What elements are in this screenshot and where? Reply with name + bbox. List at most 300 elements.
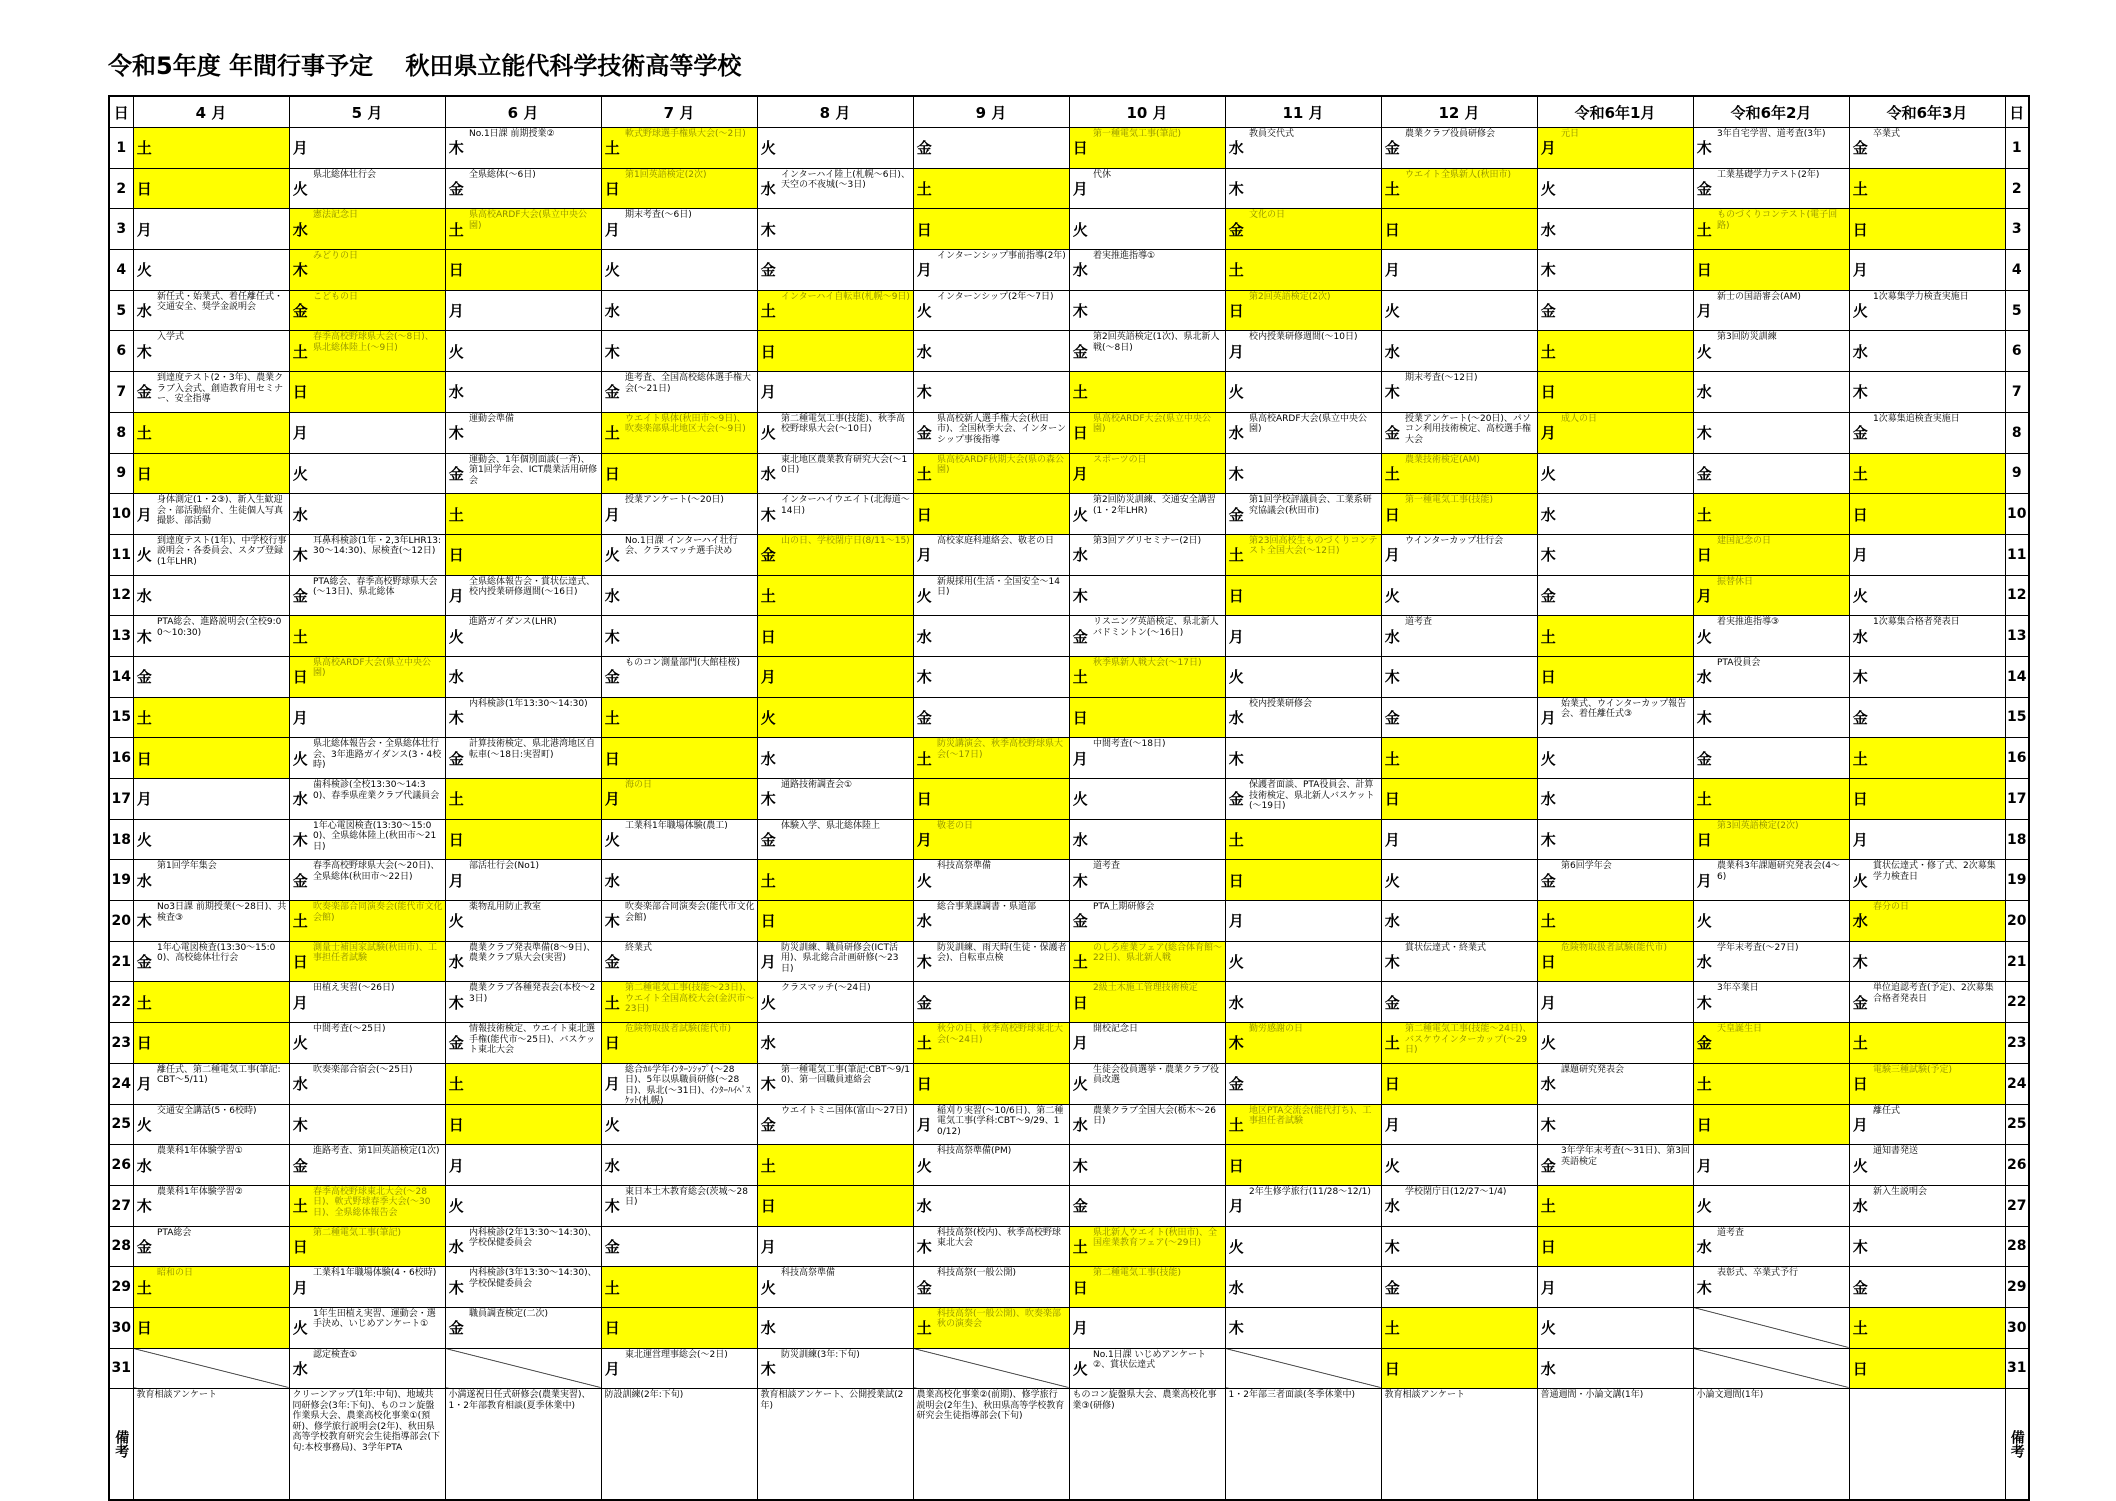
- weekday-cell: 水: [289, 1063, 311, 1104]
- weekday-cell: 木: [913, 656, 935, 697]
- event-cell: [155, 656, 289, 697]
- event-cell: [311, 819, 445, 860]
- event-cell: [311, 1307, 445, 1348]
- remarks-row: [109, 1389, 2029, 1501]
- weekday-cell: 水: [601, 290, 623, 331]
- event-cell: [1247, 941, 1381, 982]
- event-cell: [1715, 779, 1849, 820]
- event-cell: [779, 1267, 913, 1308]
- event-cell: [1871, 901, 2005, 942]
- event-cell: [1091, 1023, 1225, 1064]
- event-cell: [623, 575, 757, 616]
- event-text: 進考査、全国高校総体選手権大会(～21日): [625, 373, 752, 394]
- weekday-cell: 金: [913, 697, 935, 738]
- event-text: 通知書発送: [1873, 1146, 1919, 1157]
- weekday-cell: 金: [1225, 1063, 1247, 1104]
- weekday-cell: 木: [757, 1348, 779, 1389]
- event-cell: [1091, 168, 1225, 209]
- event-cell: [623, 128, 757, 169]
- weekday-cell: 日: [601, 453, 623, 494]
- event-cell: [1247, 982, 1381, 1023]
- no-day-cell: [1693, 1307, 1849, 1348]
- event-text: 稲刈り実習(～10/6日)、第二種電気工事(学科:CBT～9/29、10/12): [937, 1105, 1064, 1137]
- event-text: 運動会準備: [469, 413, 515, 424]
- event-text: 工業科1年職場体験(4・6校時): [313, 1268, 437, 1279]
- weekday-cell: 木: [1849, 372, 1871, 413]
- event-text: 校内授業研修会: [1249, 698, 1313, 709]
- event-cell: [1559, 616, 1693, 657]
- event-cell: [623, 1104, 757, 1145]
- event-text: 県高校新人選手権大会(秋田市)、全国秋季大会、インターンシップ事後指導: [937, 413, 1066, 445]
- weekday-cell: 金: [1381, 1267, 1403, 1308]
- event-cell: [1403, 616, 1537, 657]
- weekday-cell: 水: [1225, 697, 1247, 738]
- event-cell: [623, 860, 757, 901]
- weekday-cell: 土: [1537, 331, 1559, 372]
- event-cell: [1559, 412, 1693, 453]
- weekday-cell: 日: [1069, 128, 1091, 169]
- weekday-cell: 金: [133, 941, 155, 982]
- event-cell: [1091, 901, 1225, 942]
- event-text: 開校記念日: [1093, 1024, 1139, 1035]
- event-cell: [1715, 901, 1849, 942]
- event-text: PTA総会: [157, 1227, 192, 1238]
- day-row: [109, 1145, 2029, 1186]
- month-header-row: [109, 96, 2029, 128]
- day-number: 21: [109, 941, 133, 982]
- event-cell: [1559, 656, 1693, 697]
- event-cell: [155, 779, 289, 820]
- event-cell: [1403, 1267, 1537, 1308]
- weekday-cell: 金: [913, 128, 935, 169]
- weekday-cell: 月: [1381, 250, 1403, 291]
- day-number: 13: [2005, 616, 2029, 657]
- weekday-cell: 日: [133, 1023, 155, 1064]
- event-cell: [1091, 616, 1225, 657]
- event-cell: [311, 1267, 445, 1308]
- event-text: 吹奏楽部合宿会(～25日): [313, 1064, 413, 1075]
- weekday-cell: 金: [601, 1226, 623, 1267]
- event-cell: [779, 575, 913, 616]
- weekday-cell: 火: [133, 250, 155, 291]
- day-number: 25: [2005, 1104, 2029, 1145]
- annual-calendar-table: [108, 95, 2030, 1501]
- event-cell: [779, 250, 913, 291]
- event-cell: [311, 656, 445, 697]
- event-text: 第3回英語検定(2次): [1717, 820, 1799, 831]
- weekday-cell: 水: [133, 860, 155, 901]
- event-cell: [1247, 1307, 1381, 1348]
- event-cell: [311, 1226, 445, 1267]
- event-text: インターハイウエイト(北海道～14日): [781, 495, 910, 516]
- weekday-cell: 金: [1381, 128, 1403, 169]
- weekday-cell: 金: [1849, 982, 1871, 1023]
- weekday-cell: 木: [1225, 1023, 1247, 1064]
- weekday-cell: 火: [1225, 656, 1247, 697]
- weekday-cell: 日: [757, 901, 779, 942]
- event-text: 成人の日: [1561, 413, 1598, 424]
- event-cell: [779, 453, 913, 494]
- weekday-cell: 金: [1069, 616, 1091, 657]
- event-text: ものコン測量部門(大館桂桜): [625, 657, 741, 668]
- day-number: 8: [2005, 412, 2029, 453]
- event-cell: [1091, 494, 1225, 535]
- weekday-cell: 木: [1537, 534, 1559, 575]
- event-cell: [1091, 1307, 1225, 1348]
- event-text: 運動会、1年個別面談(一斉)、第1回学年会、ICT農業活用研修会: [469, 454, 598, 486]
- event-cell: [467, 1145, 601, 1186]
- weekday-cell: 金: [289, 1145, 311, 1186]
- day-row: [109, 494, 2029, 535]
- weekday-cell: 日: [1381, 779, 1403, 820]
- event-cell: [1871, 1063, 2005, 1104]
- event-cell: [155, 453, 289, 494]
- event-text: 科技高祭準備: [937, 861, 992, 872]
- weekday-cell: 日: [601, 1023, 623, 1064]
- weekday-cell: 水: [913, 901, 935, 942]
- weekday-cell: 月: [1537, 412, 1559, 453]
- weekday-cell: 土: [1069, 372, 1091, 413]
- event-text: 第23回高校生ものづくりコンテスト全国大会(～12日): [1249, 535, 1378, 557]
- event-cell: [1715, 494, 1849, 535]
- day-number: 29: [2005, 1267, 2029, 1308]
- event-cell: [311, 1023, 445, 1064]
- event-cell: [779, 1145, 913, 1186]
- event-cell: [1091, 209, 1225, 250]
- event-cell: [467, 168, 601, 209]
- event-text: 期末考査(～6日): [625, 210, 692, 221]
- event-text: 地区PTA交流会(能代打ち)、工事担任者試験: [1249, 1105, 1372, 1126]
- event-cell: [1559, 1063, 1693, 1104]
- weekday-cell: 日: [1225, 290, 1247, 331]
- remarks-cell: 農業高校化事業②(前期)、修学旅行説明会(2年生)、秋田県高等学校教育研究会生徒指導部会(下旬): [913, 1389, 1069, 1501]
- event-text: 第二種電気工事(筆記): [313, 1227, 402, 1238]
- event-cell: [935, 819, 1069, 860]
- weekday-cell: 日: [1069, 1267, 1091, 1308]
- weekday-cell: 土: [1381, 1023, 1403, 1064]
- weekday-cell: 水: [133, 1145, 155, 1186]
- day-number: 4: [2005, 250, 2029, 291]
- month-header: 令和6年2月: [1693, 96, 1849, 128]
- event-cell: [1715, 1145, 1849, 1186]
- event-cell: [1559, 1267, 1693, 1308]
- weekday-cell: 土: [1849, 168, 1871, 209]
- weekday-cell: 金: [1537, 575, 1559, 616]
- day-number: 15: [2005, 697, 2029, 738]
- event-cell: [1715, 1063, 1849, 1104]
- weekday-cell: 土: [601, 412, 623, 453]
- event-cell: [779, 1023, 913, 1064]
- event-cell: [623, 250, 757, 291]
- event-cell: [1247, 779, 1381, 820]
- day-number: 19: [2005, 860, 2029, 901]
- event-text: 校内授業研修週間(～10日): [1249, 332, 1358, 343]
- event-cell: [1403, 697, 1537, 738]
- event-text: 新規採用(生活・全国安全～14日): [937, 576, 1060, 598]
- weekday-cell: 木: [289, 819, 311, 860]
- event-cell: [1559, 331, 1693, 372]
- day-row: [109, 575, 2029, 616]
- day-row: [109, 1023, 2029, 1064]
- weekday-cell: 火: [1069, 779, 1091, 820]
- day-number: 30: [2005, 1307, 2029, 1348]
- weekday-cell: 火: [1537, 168, 1559, 209]
- day-number: 31: [109, 1348, 133, 1389]
- event-cell: [1715, 575, 1849, 616]
- event-text: 勤労感謝の日: [1249, 1024, 1304, 1035]
- event-text: 建国記念の日: [1717, 535, 1772, 546]
- event-cell: [1559, 1185, 1693, 1226]
- weekday-cell: 火: [1693, 616, 1715, 657]
- event-cell: [1871, 372, 2005, 413]
- event-cell: [155, 941, 289, 982]
- weekday-cell: 水: [1537, 494, 1559, 535]
- weekday-cell: 木: [601, 331, 623, 372]
- weekday-cell: 日: [913, 1063, 935, 1104]
- event-cell: [623, 453, 757, 494]
- weekday-cell: 火: [601, 534, 623, 575]
- weekday-cell: 木: [1381, 941, 1403, 982]
- weekday-cell: 木: [1381, 372, 1403, 413]
- event-text: 離任式: [1873, 1105, 1901, 1116]
- event-cell: [1403, 1226, 1537, 1267]
- event-text: 農業科3年課題研究発表会(4～6): [1717, 861, 1840, 882]
- event-text: ウインターカップ壮行会: [1405, 535, 1504, 546]
- day-row: [109, 656, 2029, 697]
- event-cell: [311, 901, 445, 942]
- event-cell: [467, 941, 601, 982]
- weekday-cell: 月: [1693, 575, 1715, 616]
- remarks-cell: [1849, 1389, 2005, 1501]
- event-cell: [1559, 697, 1693, 738]
- month-header: 7 月: [601, 96, 757, 128]
- event-cell: [935, 1145, 1069, 1186]
- weekday-cell: 木: [133, 901, 155, 942]
- event-text: No.1日課 インターハイ壮行会、クラスマッチ選手決め: [625, 535, 738, 557]
- weekday-cell: 金: [757, 250, 779, 291]
- event-text: 危険物取扱者試験(能代市): [1561, 942, 1668, 953]
- event-text: 高校家庭科連絡会、敬老の日: [937, 535, 1055, 546]
- event-cell: [467, 819, 601, 860]
- event-text: 中間考査(～25日): [313, 1024, 386, 1035]
- event-text: 軟式野球選手権県大会(～2日): [625, 129, 746, 139]
- event-text: 情報技術検定、ウエイト東北選手権(能代市～25日)、バスケット東北大会: [469, 1024, 596, 1056]
- day-number: 31: [2005, 1348, 2029, 1389]
- event-cell: [779, 128, 913, 169]
- weekday-cell: 日: [1381, 1063, 1403, 1104]
- weekday-cell: 水: [601, 575, 623, 616]
- event-text: みどりの日: [313, 251, 359, 262]
- event-text: リスニング英語検定、県北新人バドミントン(～16日): [1093, 617, 1219, 638]
- weekday-cell: 水: [913, 1185, 935, 1226]
- weekday-cell: 火: [1537, 738, 1559, 779]
- weekday-cell: 水: [1381, 901, 1403, 942]
- event-cell: [155, 372, 289, 413]
- event-cell: [623, 697, 757, 738]
- event-cell: [623, 372, 757, 413]
- event-cell: [1715, 1226, 1849, 1267]
- event-cell: [623, 1145, 757, 1186]
- weekday-cell: 水: [1225, 982, 1247, 1023]
- event-cell: [467, 616, 601, 657]
- day-number: 18: [2005, 819, 2029, 860]
- event-text: 1次募集追検査実施日: [1873, 413, 1960, 424]
- event-cell: [1871, 1104, 2005, 1145]
- weekday-cell: 月: [445, 1145, 467, 1186]
- event-text: 第二種電気工事(技能～23日)、ウエイト全国高校大会(金沢市～23日): [625, 983, 755, 1015]
- weekday-cell: 火: [133, 819, 155, 860]
- event-cell: [779, 1104, 913, 1145]
- event-text: 代休: [1093, 169, 1112, 180]
- weekday-cell: 日: [1069, 412, 1091, 453]
- weekday-cell: 金: [1849, 412, 1871, 453]
- weekday-cell: 日: [1537, 656, 1559, 697]
- weekday-cell: 金: [289, 860, 311, 901]
- weekday-cell: 月: [1693, 290, 1715, 331]
- day-row: [109, 290, 2029, 331]
- weekday-cell: 金: [601, 941, 623, 982]
- event-cell: [935, 1267, 1069, 1308]
- weekday-cell: 金: [757, 534, 779, 575]
- no-day-cell: [913, 1348, 1069, 1389]
- weekday-cell: 水: [757, 1307, 779, 1348]
- weekday-cell: 日: [601, 168, 623, 209]
- event-text: 電験三種試験(予定): [1873, 1064, 1953, 1075]
- day-number: 30: [109, 1307, 133, 1348]
- weekday-cell: 木: [601, 616, 623, 657]
- no-day-cell: [445, 1348, 601, 1389]
- event-text: 身体測定(1・2③)、新入生歓迎会・部活動紹介、生徒個人写真撮影、部活動: [157, 495, 284, 527]
- day-row: [109, 1185, 2029, 1226]
- event-text: PTA上期研修会: [1093, 902, 1155, 913]
- weekday-cell: 土: [1225, 250, 1247, 291]
- weekday-cell: 日: [1537, 941, 1559, 982]
- month-header: 8 月: [757, 96, 913, 128]
- weekday-cell: 土: [913, 1307, 935, 1348]
- event-cell: [467, 1307, 601, 1348]
- event-cell: [623, 779, 757, 820]
- weekday-cell: 月: [445, 290, 467, 331]
- event-cell: [1871, 779, 2005, 820]
- event-cell: [1871, 331, 2005, 372]
- day-number: 12: [109, 575, 133, 616]
- event-cell: [779, 779, 913, 820]
- event-cell: [1247, 656, 1381, 697]
- weekday-cell: 日: [445, 819, 467, 860]
- event-text: 昭和の日: [157, 1268, 194, 1279]
- event-cell: [779, 168, 913, 209]
- weekday-cell: 金: [1381, 412, 1403, 453]
- event-text: 薬物乱用防止教室: [469, 902, 542, 913]
- event-text: 入学式: [157, 332, 185, 343]
- event-text: 課題研究発表会: [1561, 1064, 1625, 1075]
- event-cell: [1247, 616, 1381, 657]
- day-number: 25: [109, 1104, 133, 1145]
- weekday-cell: 日: [1381, 209, 1403, 250]
- event-cell: [779, 1185, 913, 1226]
- weekday-cell: 水: [913, 616, 935, 657]
- event-cell: [1871, 1023, 2005, 1064]
- weekday-cell: 土: [445, 209, 467, 250]
- day-number: 14: [109, 656, 133, 697]
- weekday-cell: 日: [133, 168, 155, 209]
- event-cell: [623, 901, 757, 942]
- day-row: [109, 1307, 2029, 1348]
- event-cell: [779, 982, 913, 1023]
- event-cell: [1247, 901, 1381, 942]
- event-cell: [311, 697, 445, 738]
- event-text: 中間考査(～18日): [1093, 739, 1166, 750]
- event-text: 春分の日: [1873, 902, 1910, 913]
- event-text: 歯科検診(全校13:30～14:30)、春季県産業クラブ代議員会: [313, 780, 440, 801]
- day-number: 12: [2005, 575, 2029, 616]
- event-cell: [935, 290, 1069, 331]
- event-cell: [1403, 331, 1537, 372]
- weekday-cell: 日: [601, 1307, 623, 1348]
- weekday-cell: 木: [601, 901, 623, 942]
- day-number: 24: [2005, 1063, 2029, 1104]
- event-cell: [155, 412, 289, 453]
- event-cell: [779, 819, 913, 860]
- event-cell: [935, 209, 1069, 250]
- event-cell: [155, 290, 289, 331]
- event-cell: [1715, 819, 1849, 860]
- event-cell: [1559, 372, 1693, 413]
- event-text: こどもの日: [313, 291, 359, 302]
- event-text: 通路技術調査会①: [781, 780, 853, 790]
- event-text: インターンシップ事前指導(2年): [937, 251, 1066, 262]
- day-number: 3: [109, 209, 133, 250]
- weekday-cell: 日: [913, 494, 935, 535]
- weekday-cell: 日: [133, 453, 155, 494]
- event-cell: [1559, 901, 1693, 942]
- event-cell: [1091, 1104, 1225, 1145]
- event-cell: [1247, 575, 1381, 616]
- event-cell: [1559, 494, 1693, 535]
- month-header: 12 月: [1381, 96, 1537, 128]
- day-number: 7: [109, 372, 133, 413]
- event-cell: [467, 1023, 601, 1064]
- weekday-cell: 月: [1849, 819, 1871, 860]
- weekday-cell: 土: [1537, 1185, 1559, 1226]
- event-cell: [1247, 209, 1381, 250]
- remarks-cell: 小満遂祝日任式研修会(農業実習)、1・2年部教育相談(夏季休業中): [445, 1389, 601, 1501]
- weekday-cell: 水: [1069, 819, 1091, 860]
- weekday-cell: 水: [757, 738, 779, 779]
- event-cell: [1091, 372, 1225, 413]
- weekday-cell: 土: [913, 453, 935, 494]
- weekday-cell: 木: [445, 412, 467, 453]
- day-number: 19: [109, 860, 133, 901]
- event-cell: [1871, 697, 2005, 738]
- event-cell: [467, 738, 601, 779]
- weekday-cell: 水: [1693, 941, 1715, 982]
- event-cell: [779, 738, 913, 779]
- event-cell: [1871, 982, 2005, 1023]
- month-header: 9 月: [913, 96, 1069, 128]
- weekday-cell: 水: [757, 1023, 779, 1064]
- weekday-cell: 火: [1069, 1348, 1091, 1389]
- event-text: 文化の日: [1249, 210, 1286, 221]
- weekday-cell: 水: [1381, 616, 1403, 657]
- event-text: 保護者面談、PTA役員会、計算技術検定、県北新人バスケット(～19日): [1249, 780, 1375, 811]
- day-row: [109, 1104, 2029, 1145]
- event-cell: [935, 779, 1069, 820]
- event-cell: [1559, 453, 1693, 494]
- day-row: [109, 372, 2029, 413]
- day-number: 11: [2005, 534, 2029, 575]
- event-cell: [779, 616, 913, 657]
